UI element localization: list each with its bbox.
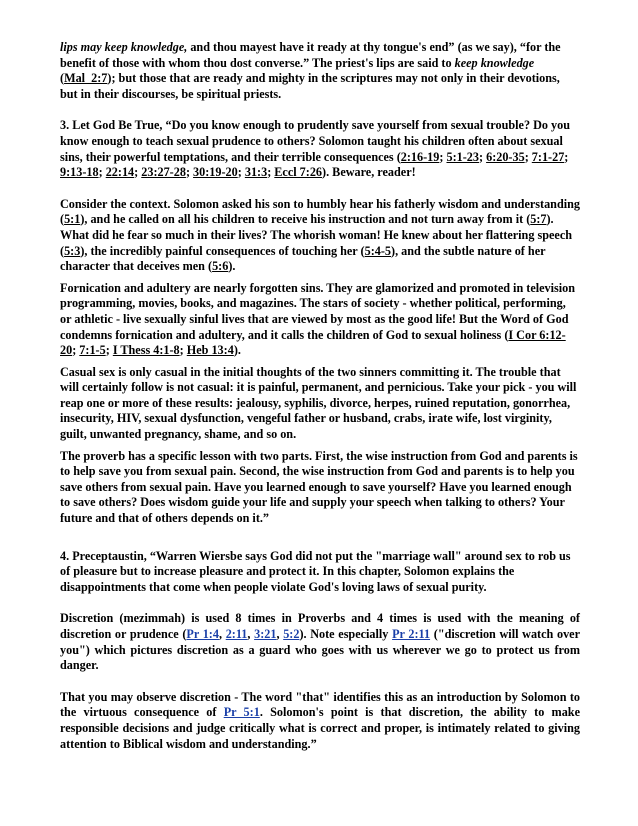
scripture-link[interactable]: 2:11 bbox=[225, 627, 248, 641]
scripture-link[interactable]: 30:19-20 bbox=[193, 165, 238, 180]
scripture-link[interactable]: 7:1-5 bbox=[79, 343, 106, 358]
text-run: ). bbox=[228, 259, 236, 274]
scripture-link[interactable]: 5:1 bbox=[64, 212, 81, 227]
scripture-link[interactable]: I Thess 4:1-8 bbox=[112, 343, 180, 358]
paragraph-discretion: Discretion (mezimmah) is used 8 times in Proverbs and 4 times is used with the meaning of discretion or prudence (Pr 1:4, 2:11, 3:21, 5:2). Note especially Pr 2:11 ("discretion will watch over you") which pictures discretion as a guard who goes with us wherever we go to protect us from danger. bbox=[60, 611, 580, 673]
text-run: . Solomon's point is that discretion, the ability to make responsible decisions and judge critically what is correct and proper, is intimately related to giving attention to Biblical wisdom and understanding.” bbox=[60, 705, 580, 751]
scripture-link[interactable]: 2:16-19 bbox=[400, 149, 440, 164]
paragraph-priests-lips bbox=[60, 40, 580, 102]
text-run: 3. Let God Be True, “Do you know enough to prudently save yourself from sexual trouble? Do you know enough to teach sexual prudence to others? Solomon taught his children often about sexual sins, their powerful temptations, and their terrible consequences ( bbox=[60, 118, 570, 164]
text-run: Fornication and adultery are nearly forgotten sins. They are glamorized and promoted in television programming, movies, books, and magazines. The stars of society - whether political, performing, or athletic - live sexually sinful lives that are viewed by most as the good life! But the Word of God condemns fornication and adultery, and it calls the children of God to sexual holiness ( bbox=[60, 280, 576, 342]
scripture-link[interactable]: 22:14 bbox=[105, 165, 135, 180]
paragraph-preceptaustin: 4. Preceptaustin, “Warren Wiersbe says God did not put the "marriage wall" around sex to rob us of pleasure but to increase pleasure and protect it. In this chapter, Solomon explains the disappointments that come when people violate God's loving laws of sexual purity. bbox=[60, 548, 571, 594]
paragraph-context bbox=[60, 197, 580, 275]
text-run: ). bbox=[233, 343, 241, 358]
scripture-link[interactable]: 31:3 bbox=[244, 165, 268, 180]
text-run: ). Beware, reader! bbox=[322, 165, 416, 180]
text-run: ), the incredibly painful consequences of touching her ( bbox=[80, 243, 365, 258]
scripture-link[interactable]: Mal_2:7 bbox=[64, 71, 108, 86]
text-run: ( bbox=[60, 71, 65, 86]
scripture-link[interactable]: 5:3 bbox=[64, 243, 81, 258]
scripture-link[interactable]: Pr 1:4 bbox=[186, 627, 219, 641]
text-run: ), and the subtle nature of her character that deceives men ( bbox=[60, 243, 546, 274]
scripture-link[interactable]: Pr 5:1 bbox=[223, 705, 260, 720]
text-run: ), and he called on all his children to receive his instruction and not turn away from it ( bbox=[80, 212, 531, 227]
document-page bbox=[60, 40, 580, 752]
scripture-link[interactable]: 6:20-35 bbox=[486, 149, 525, 164]
scripture-link[interactable]: 5:7 bbox=[530, 212, 547, 227]
text-run: ). Note especially bbox=[299, 627, 393, 641]
scripture-link[interactable]: 9:13-18 bbox=[60, 165, 99, 180]
scripture-link[interactable]: 5:6 bbox=[212, 259, 229, 274]
text-run: and thou mayest have it ready at thy tongue's end” (as we say), “for the benefit of those with whom thou dost converse.” The priest's lips are said to bbox=[60, 40, 561, 70]
scripture-link[interactable]: 5:2 bbox=[283, 627, 300, 641]
scripture-link[interactable]: 3:21 bbox=[254, 627, 277, 641]
paragraph-proverb-lesson: The proverb has a specific lesson with two parts. First, the wise instruction from God and parents is to help save you from sexual pain. Second, the wise instruction from God and parents is to help you save others from sexual pain. Have you learned enough to save yourself? Have you learned enough to save others? Does wisdom guide your life and supply your speech when talking to others? Your future and that of others depends on it.” bbox=[60, 448, 578, 526]
paragraph-fornication: Fornication and adultery are nearly forgotten sins. They are glamorized and promoted in television programming, movies, books, and magazines. The stars of society - whether political, performing, or athletic - live sexually sinful lives that are viewed by most as the good life! But the Word of God condemns fornication and adultery, and it calls the children of God to sexual holiness (I Cor 6:12-20; 7:1-5; I Thess 4:1-8; Heb 13:4). bbox=[60, 280, 576, 358]
text-run: Consider the context. Solomon asked his son to humbly hear his fatherly wisdom and understanding ( bbox=[60, 196, 580, 227]
text-run: ). What did he fear so much in their lives? The whorish woman! He knew about her flattering speech ( bbox=[60, 212, 573, 258]
scripture-link[interactable]: Heb 13:4 bbox=[186, 343, 234, 358]
scripture-link[interactable]: Pr 2:11 bbox=[392, 627, 431, 641]
scripture-link[interactable]: 7:1-27 bbox=[531, 149, 565, 164]
paragraph-let-god-be-true: 3. Let God Be True, “Do you know enough to prudently save yourself from sexual trouble? Do you know enough to teach sexual prudence to others? Solomon taught his children often about sexual sins, their powerful temptations, and their terrible consequences (2:16-19; 5:1-23; 6:20-35; 7:1-27; 9:13-18; 22:14; 23:27-28; 30:19-20; 31:3; Eccl 7:26). Beware, reader! bbox=[60, 118, 570, 180]
text-run: Discretion (mezimmah) is used 8 times in Proverbs and 4 times is used with the meaning of discretion or prudence ( bbox=[60, 611, 580, 641]
scripture-link[interactable]: 5:4-5 bbox=[364, 243, 392, 258]
paragraph-casual-sex: Casual sex is only casual in the initial thoughts of the two sinners committing it. The trouble that will certainly follow is not casual: it is painful, permanent, and pernicious. Take your pick - you will reap one or more of these results: jealousy, syphilis, divorce, herpes, ruined reputation, gonorrhea, insecurity, HIV, sexual dysfunction, vengeful father or husband, crabs, irate wife, lost virginity, guilt, unwanted pregnancy, shame, and so on. bbox=[60, 364, 577, 442]
scripture-link[interactable]: Eccl 7:26 bbox=[274, 165, 323, 180]
text-run: ("discretion will watch over you") which pictures discretion as a guard who goes with us wherever we go to protect us from danger. bbox=[60, 627, 580, 673]
italic-phrase: keep knowledge bbox=[454, 55, 535, 70]
italic-phrase: lips may keep knowledge, bbox=[60, 40, 188, 54]
scripture-link[interactable]: 5:1-23 bbox=[446, 149, 479, 164]
paragraph-observe-discretion bbox=[60, 690, 580, 752]
scripture-link[interactable]: I Cor 6:12-20 bbox=[60, 327, 566, 358]
text-run: ); but those that are ready and mighty in the scriptures may not only in their devotions, but in their discourses, be spiritual priests. bbox=[60, 71, 560, 101]
scripture-link[interactable]: 23:27-28 bbox=[141, 165, 186, 180]
text-run: That you may observe discretion - The word "that" identifies this as an introduction by Solomon to the virtuous consequence of bbox=[60, 689, 580, 720]
